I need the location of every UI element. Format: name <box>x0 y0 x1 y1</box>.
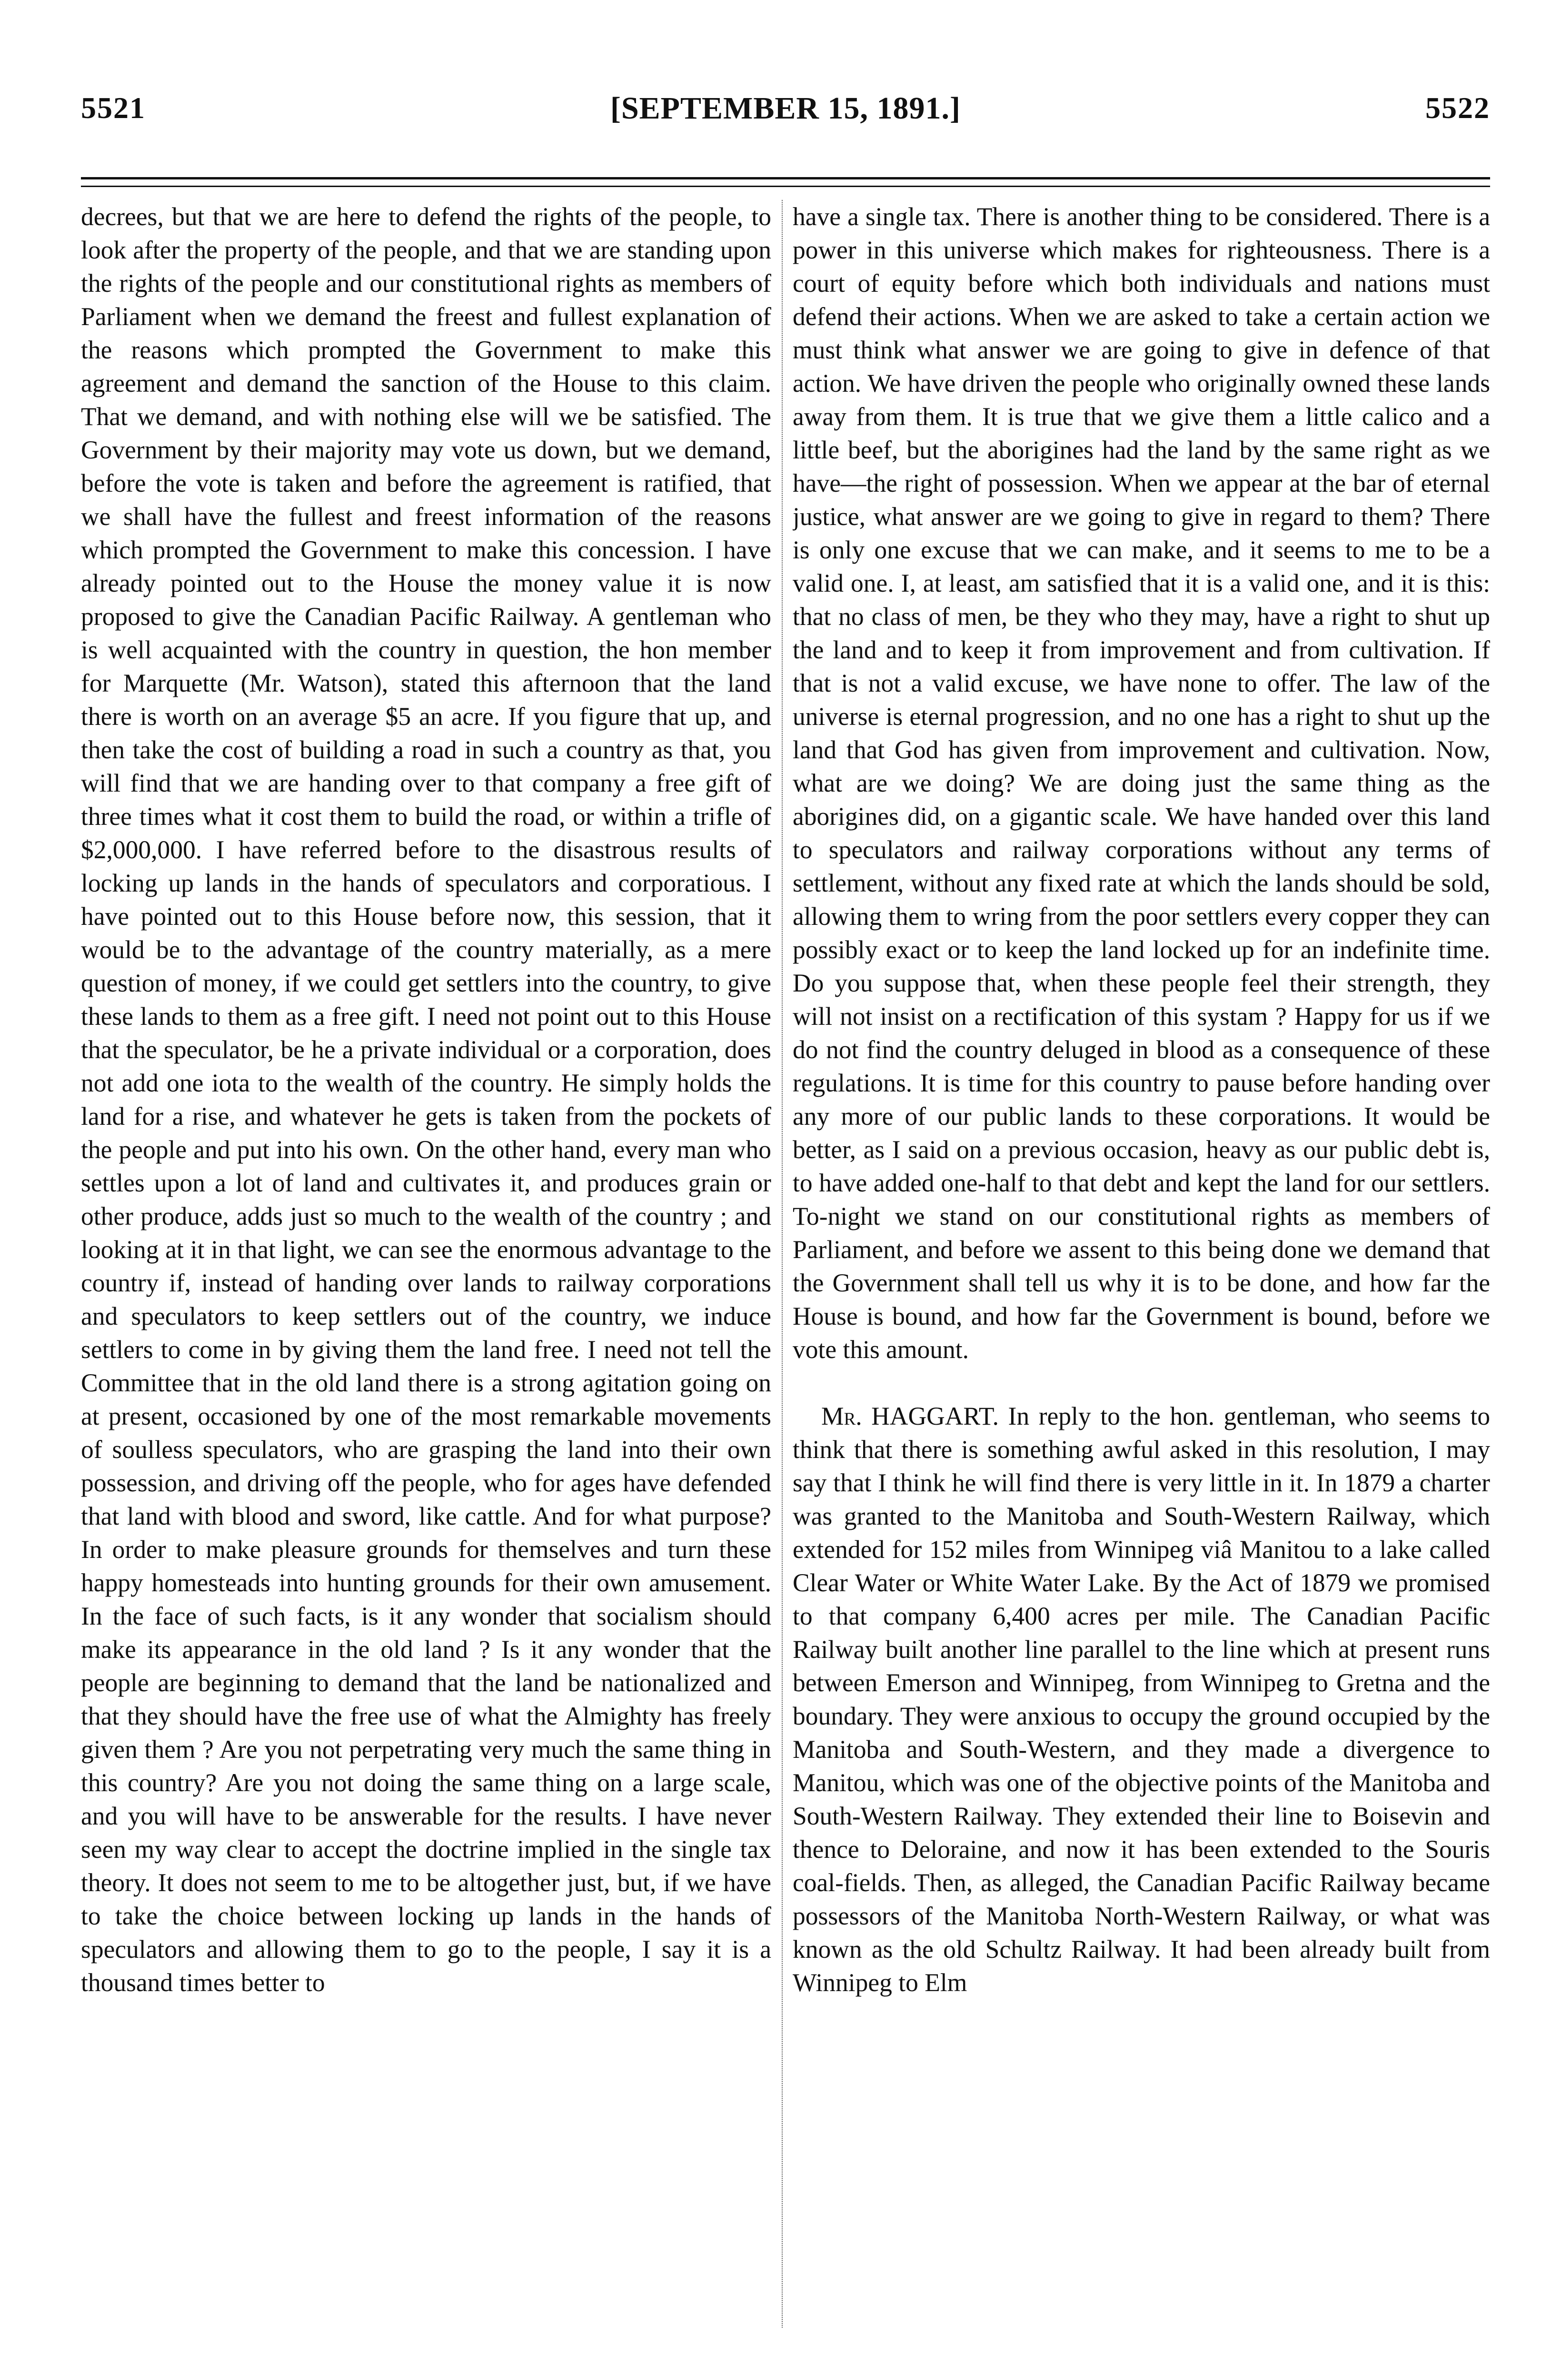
speaker-name: Mr. HAGGART. <box>821 1402 999 1430</box>
page-date: [SEPTEMBER 15, 1891.] <box>610 91 961 126</box>
header-rule-thick <box>81 177 1490 179</box>
speech-paragraph <box>793 1399 1490 1999</box>
left-paragraph: decrees, but that we are here to defend the rights of the people, to look after the property of the people, and that we are standing upon the rights of the people and our constitutional rights as members of Parliament when we demand the freest and fullest explanation of the reasons which prompted the Government to make this agreement and demand the sanction of the House to this claim. That we demand, and with nothing else will we be satisfied. The Government by their majority may vote us down, but we demand, before the vote is taken and before the agreement is ratified, that we shall have the fullest and freest information of the reasons which prompted the Government to make this concession. I have already pointed out to the House the money value it is now proposed to give the Canadian Pacific Railway. A gentleman who is well acquainted with the country in question, the hon member for Marquette (Mr. Watson), stated this afternoon that the land there is worth on an average $5 an acre. If you figure that up, and then take the cost of building a road in such a country as that, you will find that we are handing over to that company a free gift of three times what it cost them to build the road, or within a trifle of $2,000,000. I have referred before to the disastrous results of locking up lands in the hands of speculators and corporatious. I have pointed out to this House before now, this session, that it would be to the advantage of the country materially, as a mere question of money, if we could get settlers into the country, to give these lands to them as a free gift. I need not point out to this House that the speculator, be he a private individual or a corporation, does not add one iota to the wealth of the country. He simply holds the land for a rise, and whatever he gets is taken from the pockets of the people and put into his own. On the other hand, every man who settles upon a lot of land and cultivates it, and produces grain or other produce, adds just so much to the wealth of the country ; and looking at it in that light, we can see the enormous advantage to the country if, instead of handing over lands to railway corporations and speculators to keep settlers out of the country, we induce settlers to come in by giving them the land free. I need not tell the Committee that in the old land there is a strong agitation going on at present, occasioned by one of the most remarkable movements of soulless speculators, who are grasping the land into their own possession, and driving off the people, who for ages have defended that land with blood and sword, like cattle. And for what purpose? In order to make pleasure grounds for themselves and turn these happy homesteads into hunting grounds for their own amusement. In the face of such facts, is it any wonder that socialism should make its appearance in the old land ? Is it any wonder that the people are beginning to demand that the land be nationalized and that they should have the free use of what the Almighty has freely given them ? Are you not perpetrating very much the same thing in this country? Are you not doing the same thing on a large scale, and you will have to be answerable for the results. I have never seen my way clear to accept the doctrine implied in the single tax theory. It does not seem to me to be altogether just, but, if we have to take the choice between locking up lands in the hands of speculators and allowing them to go to the people, I say it is a thousand times better to <box>81 202 771 1997</box>
column-divider <box>782 200 783 2328</box>
page-number-left: 5521 <box>81 91 146 125</box>
left-column <box>81 200 771 2332</box>
page-header <box>81 90 1490 143</box>
header-rule-thin <box>81 186 1490 187</box>
right-column <box>793 200 1490 2332</box>
speech-text: In reply to the hon. gentleman, who seems to think that there is something awful asked in this resolution, I may say that I think he will find there is very little in it. In 1879 a charter was granted to the Manitoba and South-Western Railway, which extended for 152 miles from Winnipeg viâ Manitou to a lake called Clear Water or White Water Lake. By the Act of 1879 we promised to that company 6,400 acres per mile. The Canadian Pacific Railway built another line parallel to the line which at present runs between Emerson and Winnipeg, from Winnipeg to Gretna and the boundary. They were anxious to occupy the ground occupied by the Manitoba and South-Western, and they made a divergence to Manitou, which was one of the objective points of the Manitoba and South-Western Railway. They extended their line to Boisevin and thence to Deloraine, and now it has been extended to the Souris coal-fields. Then, as alleged, the Canadian Pacific Railway became possessors of the Manitoba North-Western Railway, or what was known as the old Schultz Railway. It had been already built from Winnipeg to Elm <box>793 1402 1490 1997</box>
page-number-right: 5522 <box>1425 91 1490 125</box>
right-paragraph: have a single tax. There is another thing to be considered. There is a power in this universe which makes for righteousness. There is a court of equity before which both individuals and nations must defend their actions. When we are asked to take a certain action we must think what answer we are going to give in defence of that action. We have driven the people who originally owned these lands away from them. It is true that we give them a little calico and a little beef, but the aborigines had the land by the same right as we have—the right of possession. When we appear at the bar of eternal justice, what answer are we going to give in regard to them? There is only one excuse that we can make, and it seems to me to be a valid one. I, at least, am satisfied that it is a valid one, and it is this: that no class of men, be they who they may, have a right to shut up the land and to keep it from improvement and from cultivation. If that is not a valid excuse, we have none to offer. The law of the universe is eternal progression, and no one has a right to shut up the land that God has given from improvement and cultivation. Now, what are we doing? We are doing just the same thing as the aborigines did, on a gigantic scale. We have handed over this land to speculators and railway corporations without any terms of settlement, without any fixed rate at which the lands should be sold, allowing them to wring from the poor settlers every copper they can possibly exact or to keep the land locked up for an indefinite time. Do you suppose that, when these people feel their strength, they will not insist on a rectification of this systam ? Happy for us if we do not find the country deluged in blood as a consequence of these regulations. It is time for this country to pause before handing over any more of our public lands to these corporations. It would be better, as I said on a previous occasion, heavy as our public debt is, to have added one-half to that debt and kept the land for our settlers. To-night we stand on our constitutional rights as members of Parliament, and before we assent to this being done we demand that the Government shall tell us why it is to be done, and how far the House is bound, and how far the Government is bound, before we vote this amount. <box>793 202 1490 1364</box>
